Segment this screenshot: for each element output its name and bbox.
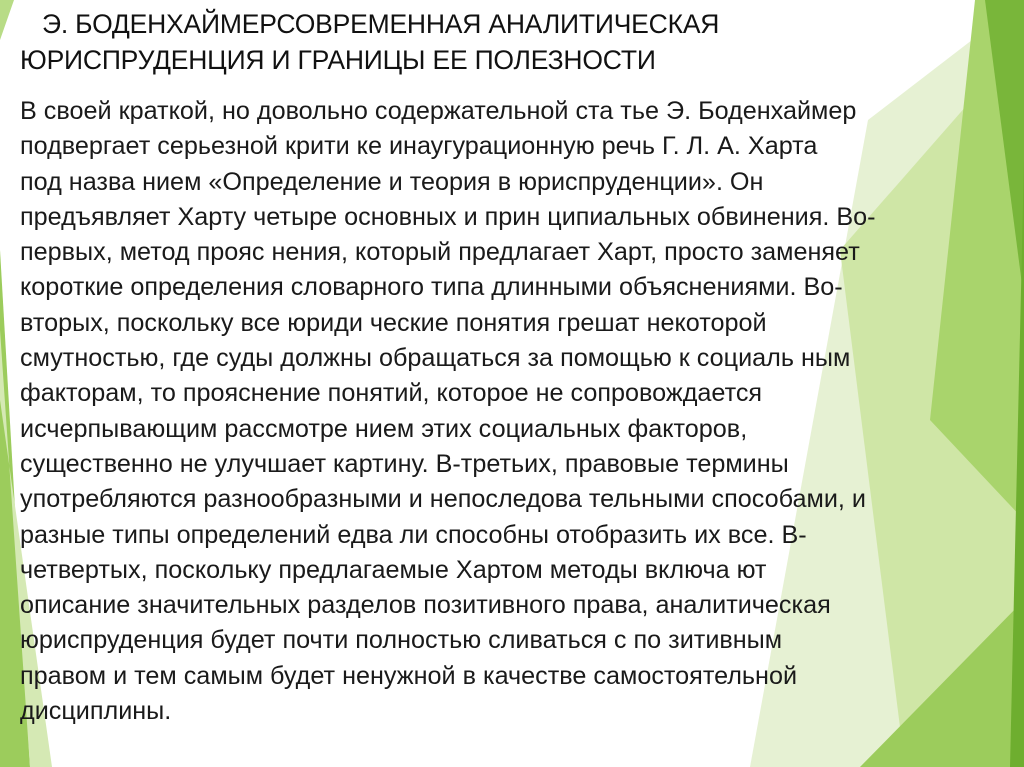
body-line: существенно не улучшает картину. В-третьих, правовые термины bbox=[20, 449, 789, 478]
body-line: правом и тем самым будет ненужной в качестве самостоятельной bbox=[20, 661, 798, 690]
body-line: факторам, то прояснение понятий, которое не сопровождается bbox=[20, 379, 763, 408]
body-line: предъявляет Харту четыре основных и прин ципиальных обвинения. Во- bbox=[20, 202, 876, 231]
body-paragraph bbox=[20, 94, 1020, 729]
body-line: смутностью, где суды должны обращаться за помощью к социаль ным bbox=[20, 344, 851, 373]
body-line: В своей краткой, но довольно содержательной ста тье Э. Боденхаймер bbox=[20, 97, 857, 125]
slide-title bbox=[20, 6, 860, 78]
body-line: короткие определения словарного типа длинными объяснениями. Во- bbox=[20, 273, 843, 302]
body-line: подвергает серьезной крити ке инаугурационную речь Г. Л. А. Харта bbox=[20, 132, 818, 161]
body-line: под назва нием «Определение и теория в юриспруденции». Он bbox=[20, 167, 764, 196]
body-line: четвертых, поскольку предлагаемые Хартом методы включа ют bbox=[20, 555, 767, 584]
title-line-2: ЮРИСПРУДЕНЦИЯ И ГРАНИЦЫ ЕЕ ПОЛЕЗНОСТИ bbox=[20, 45, 656, 75]
body-line: разные типы определений едва ли способны отобразить их все. В- bbox=[20, 520, 807, 549]
body-line: вторых, поскольку все юриди ческие понятия грешат некоторой bbox=[20, 308, 767, 337]
body-line: дисциплины. bbox=[20, 697, 172, 726]
body-line: первых, метод прояс нения, который предлагает Харт, просто заменяет bbox=[20, 238, 860, 267]
body-line: исчерпывающим рассмотре нием этих социальных факторов, bbox=[20, 414, 748, 443]
body-line: описание значительных разделов позитивного права, аналитическая bbox=[20, 591, 831, 620]
body-line: употребляются разнообразными и непоследова тельными способами, и bbox=[20, 485, 866, 514]
body-line: юриспруденция будет почти полностью сливаться с по зитивным bbox=[20, 626, 783, 655]
title-line-1: Э. БОДЕНХАЙМЕРСОВРЕМЕННАЯ АНАЛИТИЧЕСКАЯ bbox=[42, 9, 720, 39]
